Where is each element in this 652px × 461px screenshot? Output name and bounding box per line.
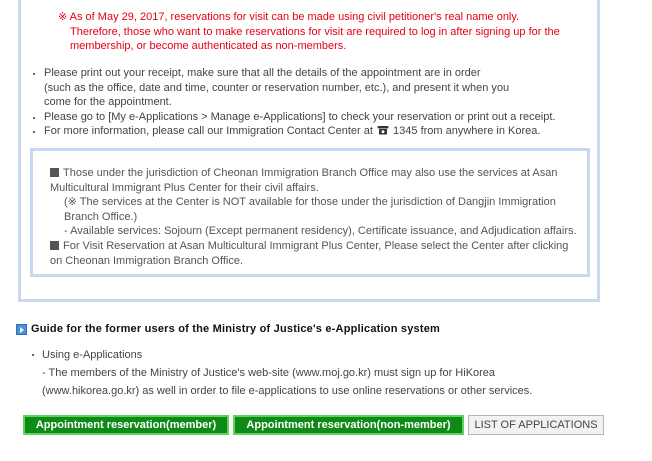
branch-line: - Available services: Sojourn (Except permanent residency), Certificate issuance, and Adjudication affairs.	[64, 225, 577, 238]
guide-title: Guide for the former users of the Ministry of Justice's e-Application system	[31, 323, 441, 335]
notice-line: ※ As of May 29, 2017, reservations for visit can be made using civil petitioner's real name only.	[58, 11, 520, 23]
guide-body	[30, 346, 630, 400]
appointment-member-button[interactable]: Appointment reservation(member)	[23, 415, 229, 435]
branch-line-text: Those under the jurisdiction of Cheonan Immigration Branch Office may also use the services at Asan	[63, 167, 558, 179]
guide-description: (www.hikorea.go.kr) as well in order to file e-applications to use online reservations or other services.	[42, 385, 533, 397]
branch-office-text	[50, 166, 590, 268]
appointment-nonmember-button[interactable]: Appointment reservation(non-member)	[233, 415, 464, 435]
guide-arrow-icon	[16, 324, 27, 335]
branch-line	[50, 239, 590, 254]
branch-line: Branch Office.)	[64, 210, 138, 223]
phone-icon	[377, 125, 389, 135]
notice-line: membership, or become authenticated as non-members.	[70, 40, 347, 52]
branch-line: on Cheonan Immigration Branch Office.	[50, 254, 244, 267]
list-item-continuation: come for the appointment.	[44, 96, 172, 108]
branch-line	[50, 166, 590, 181]
list-item-contact	[32, 124, 592, 139]
list-of-applications-button[interactable]: LIST OF APPLICATIONS	[468, 415, 604, 435]
square-bullet-icon	[50, 168, 59, 177]
list-item: Please print out your receipt, make sure that all the details of the appointment are in order	[32, 66, 592, 81]
square-bullet-icon	[50, 241, 59, 250]
guide-description: - The members of the Ministry of Justice's web-site (www.moj.go.kr) must sign up for HiKorea	[42, 367, 496, 379]
instructions-list	[32, 66, 592, 139]
contact-text: For more information, please call our Immigration Contact Center at	[44, 125, 373, 137]
contact-number-text: 1345 from anywhere in Korea.	[393, 125, 541, 137]
branch-line: Multicultural Immigrant Plus Center for their civil affairs.	[50, 181, 319, 194]
branch-line-text: For Visit Reservation at Asan Multicultural Immigrant Plus Center, Please select the Center after clicking	[63, 239, 569, 252]
list-item-continuation: (such as the office, date and time, counter or reservation number, etc.), and present it when you	[44, 81, 510, 94]
guide-heading	[16, 321, 440, 337]
list-item: Please go to [My e-Applications > Manage e-Applications] to check your reservation or print out a receipt.	[32, 110, 592, 125]
notice-line: Therefore, those who want to make reservations for visit are required to log in after signing up for the	[70, 25, 560, 38]
branch-office-box	[30, 148, 590, 277]
branch-line: (※ The services at the Center is NOT available for those under the jurisdiction of Dangjin Immigration	[64, 196, 556, 209]
real-name-notice	[58, 10, 593, 54]
list-item: Using e-Applications	[30, 346, 630, 364]
